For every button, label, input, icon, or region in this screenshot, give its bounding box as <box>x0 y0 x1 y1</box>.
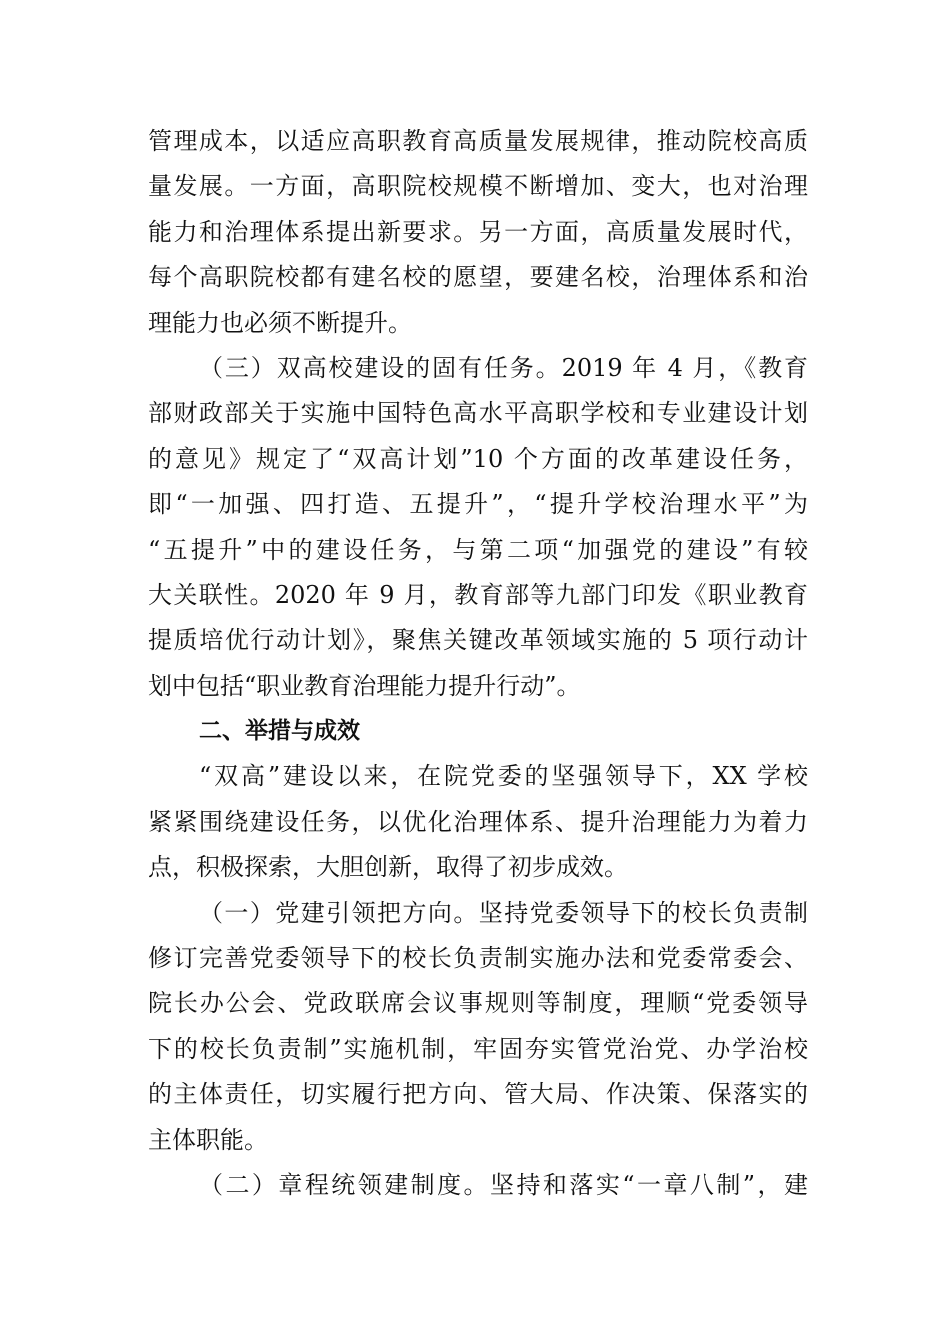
body-line: 每个高职院校都有建名校的愿望，要建名校，治理体系和治 <box>148 263 808 292</box>
body-line: “五提升”中的建设任务，与第二项“加强党的建设”有较 <box>148 535 808 564</box>
body-line: 理能力也必须不断提升。 <box>148 308 412 337</box>
body-line: “双高”建设以来，在院党委的坚强领导下，XX 学校 <box>199 762 808 791</box>
body-line: 下的校长负责制”实施机制，牢固夯实管党治党、办学治校 <box>148 1034 808 1063</box>
chapter-heading: 二、举措与成效 <box>199 718 360 745</box>
body-line: 主体职能。 <box>148 1125 268 1154</box>
document-body <box>148 119 808 1208</box>
body-line: 点，积极探索，大胆创新，取得了初步成效。 <box>148 853 628 882</box>
body-line: 管理成本，以适应高职教育高质量发展规律，推动院校高质 <box>148 127 808 155</box>
body-line: 即“一加强、四打造、五提升”，“提升学校治理水平”为 <box>148 490 808 519</box>
body-line: 修订完善党委领导下的校长负责制实施办法和党委常委会、 <box>148 944 808 973</box>
body-line: 提质培优行动计划》，聚焦关键改革领域实施的 5 项行动计 <box>148 626 808 655</box>
body-line: 部财政部关于实施中国特色高水平高职学校和专业建设计划 <box>148 399 808 428</box>
body-line: 紧紧围绕建设任务，以优化治理体系、提升治理能力为着力 <box>148 807 808 836</box>
body-line: 量发展。一方面，高职院校规模不断增加、变大，也对治理 <box>148 172 808 201</box>
body-line: 的意见》规定了“双高计划”10 个方面的改革建设任务， <box>148 444 808 473</box>
section-heading-line: （一）党建引领把方向。坚持党委领导下的校长负责制 <box>199 898 808 927</box>
section-heading-line: （三）双高校建设的固有任务。2019 年 4 月，《教育 <box>199 353 808 382</box>
section-heading-line: （二）章程统领建制度。坚持和落实“一章八制”，建 <box>199 1170 808 1199</box>
body-line: 院长办公会、党政联席会议事规则等制度，理顺“党委领导 <box>148 989 808 1018</box>
body-line: 的主体责任，切实履行把方向、管大局、作决策、保落实的 <box>148 1080 808 1109</box>
body-line: 大关联性。2020 年 9 月，教育部等九部门印发《职业教育 <box>148 580 808 609</box>
body-line: 划中包括“职业教育治理能力提升行动”。 <box>148 671 581 700</box>
body-line: 能力和治理体系提出新要求。另一方面，高质量发展时代， <box>148 217 808 246</box>
